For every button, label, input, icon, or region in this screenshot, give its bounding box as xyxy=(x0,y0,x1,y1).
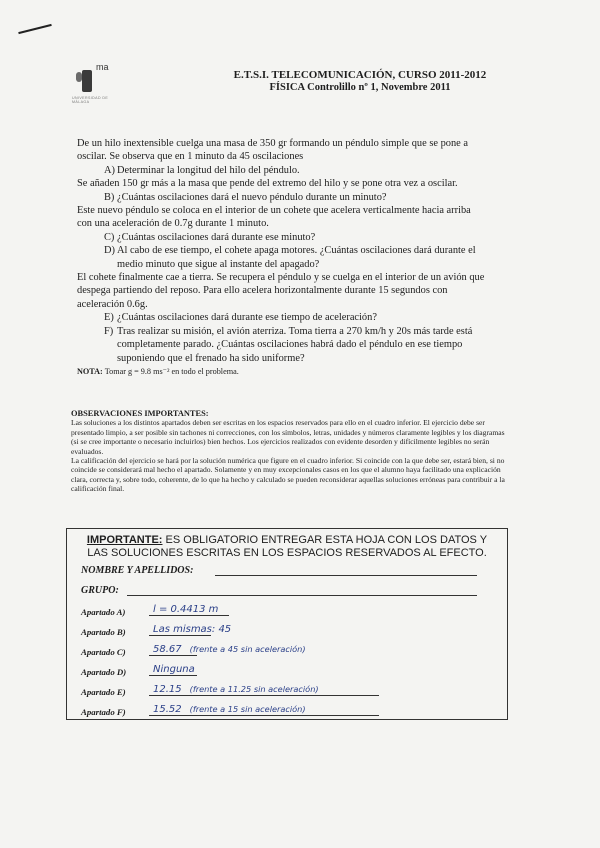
pen-mark xyxy=(18,24,51,34)
answer-label: Apartado A) xyxy=(81,607,126,617)
important-text: ES OBLIGATORIO ENTREGAR ESTA HOJA CON LOS DATOS Y LAS SOLUCIONES ESCRITAS EN LOS ESPACIOS RESERVADOS AL EFECTO. xyxy=(87,534,488,559)
answer-row-f xyxy=(81,699,491,717)
answer-row-a xyxy=(81,599,491,617)
answer-label: Apartado D) xyxy=(81,667,127,677)
answer-label: Apartado E) xyxy=(81,687,126,697)
note-label: NOTA: xyxy=(77,366,103,376)
answer-field-c[interactable] xyxy=(149,655,197,656)
question-c-text: ¿Cuántas oscilaciones dará durante ese minuto? xyxy=(117,231,316,243)
question-a: A) Determinar la longitud del hilo del péndulo. xyxy=(104,164,300,176)
note-text: Tomar g = 9.8 ms⁻² en todo el problema. xyxy=(104,366,239,376)
question-b: B) ¿Cuántas oscilaciones dará el nuevo péndulo durante un minuto? xyxy=(104,191,387,203)
answer-value: l = 0.4413 m xyxy=(153,604,219,615)
observations-title: OBSERVACIONES IMPORTANTES: xyxy=(71,409,209,418)
question-a-text: Determinar la longitud del hilo del péndulo. xyxy=(117,164,300,176)
answer-box-title xyxy=(77,534,497,559)
answer-box xyxy=(66,528,508,720)
answer-value: 12.15 (frente a 11.25 sin aceleración) xyxy=(153,684,319,695)
answer-label: Apartado B) xyxy=(81,627,126,637)
answer-row-d xyxy=(81,659,491,677)
problem-part4: El cohete finalmente cae a tierra. Se recupera el péndulo y se cuelga en el interior de un avión que despega partiendo del reposo. Para ello acelera horizontalmente durante 15 segundos con aceleración 0.6g. xyxy=(77,272,485,310)
logo-subtext: UNIVERSIDAD DE MÁLAGA xyxy=(72,96,109,104)
answer-label: Apartado F) xyxy=(81,707,126,717)
question-f-text: Tras realizar su misión, el avión aterriza. Toma tierra a 270 km/h y 20s más tarde está completamente parado. ¿Cuántas oscilaciones habrá dado el péndulo en ese tiempo suponiendo que el frenado ha sido uniforme? xyxy=(117,325,473,364)
answer-row-b xyxy=(81,619,491,637)
answer-label: Apartado C) xyxy=(81,647,126,657)
answer-row-e xyxy=(81,679,491,697)
logo-superscript: ma xyxy=(96,62,109,72)
important-label: IMPORTANTE: xyxy=(86,534,163,546)
question-e: E) ¿Cuántas oscilaciones dará durante ese tiempo de aceleración? xyxy=(104,312,377,324)
answer-value: 15.52 (frente a 15 sin aceleración) xyxy=(153,704,306,715)
answer-field-e[interactable] xyxy=(149,695,379,696)
problem-statement xyxy=(77,137,487,378)
note xyxy=(77,365,487,378)
observations-text-2: La calificación del ejercicio se hará por la solución numérica que figure en el cuadro inferior. Si coincide con la que debe ser, estará bien, si no coincide se considerará mal hecho el apartado. Solamente y en muy excepcionales casos en los que el alumno haya facilitado una explicación clara, correcta y, sobre todo, coherente, de lo que ha hecho y calculado se pueden reconsiderar aquellas soluciones erróneas para contribuir a la calificación final. xyxy=(71,456,505,494)
problem-part3: Este nuevo péndulo se coloca en el interior de un cohete que acelera verticalmente hacia arriba con una aceleración de 0.7g durante 1 minuto. xyxy=(77,205,471,230)
answer-value: Las mismas: 45 xyxy=(153,624,232,635)
question-d: D) Al cabo de ese tiempo, el cohete apaga motores. ¿Cuántas oscilaciones dará durante el medio minuto que sigue al instante del apagado? xyxy=(104,245,476,270)
answer-field-a[interactable] xyxy=(149,615,229,616)
answer-field-d[interactable] xyxy=(149,675,197,676)
answer-value: Ninguna xyxy=(153,664,195,675)
answer-field-b[interactable] xyxy=(149,635,211,636)
question-e-text: ¿Cuántas oscilaciones dará durante ese tiempo de aceleración? xyxy=(117,312,377,324)
name-label: NOMBRE Y APELLIDOS: xyxy=(81,565,194,576)
observations-text-1: Las soluciones a los distintos apartados deben ser escritas en los espacios reservados para ello en el cuadro inferior. El ejercicio debe ser presentado limpio, a ser posible sin tachones ni correcciones, con los símbolos, letras, unidades y números claramente legibles y los diagramas (si se cree importante o necesario incluirlos) bien hechos. Los ejercicios realizados con evidente desorden y difícilmente legibles no serán evaluados. xyxy=(71,418,505,456)
observations xyxy=(71,409,511,494)
question-b-text: ¿Cuántas oscilaciones dará el nuevo péndulo durante un minuto? xyxy=(117,191,387,203)
problem-intro: De un hilo inextensible cuelga una masa de 350 gr formando un péndulo simple que se pone a oscilar. Se observa que en 1 minuto da 45 oscilaciones xyxy=(77,138,468,163)
name-field[interactable] xyxy=(215,575,477,576)
header-exam: FÍSICA Controlillo nº 1, Novembre 2011 xyxy=(269,82,451,93)
answer-field-f[interactable] xyxy=(149,715,379,716)
question-c: C) ¿Cuántas oscilaciones dará durante ese minuto? xyxy=(104,231,316,243)
answer-row-c xyxy=(81,639,491,657)
question-d-text: Al cabo de ese tiempo, el cohete apaga motores. ¿Cuántas oscilaciones dará durante el medio minuto que sigue al instante del apagado? xyxy=(117,245,476,270)
question-f: F) Tras realizar su misión, el avión aterriza. Toma tierra a 270 km/h y 20s más tarde está completamente parado. ¿Cuántas oscilaciones habrá dado el péndulo en ese tiempo suponiendo que el frenado ha sido uniforme? xyxy=(104,325,473,364)
problem-part2: Se añaden 150 gr más a la masa que pende del extremo del hilo y se pone otra vez a oscilar. xyxy=(77,178,458,190)
group-label: GRUPO: xyxy=(81,585,119,596)
answer-value: 58.67 (frente a 45 sin aceleración) xyxy=(153,644,306,655)
header-school: E.T.S.I. TELECOMUNICACIÓN, CURSO 2011-2012 xyxy=(233,69,487,81)
group-field[interactable] xyxy=(127,595,477,596)
